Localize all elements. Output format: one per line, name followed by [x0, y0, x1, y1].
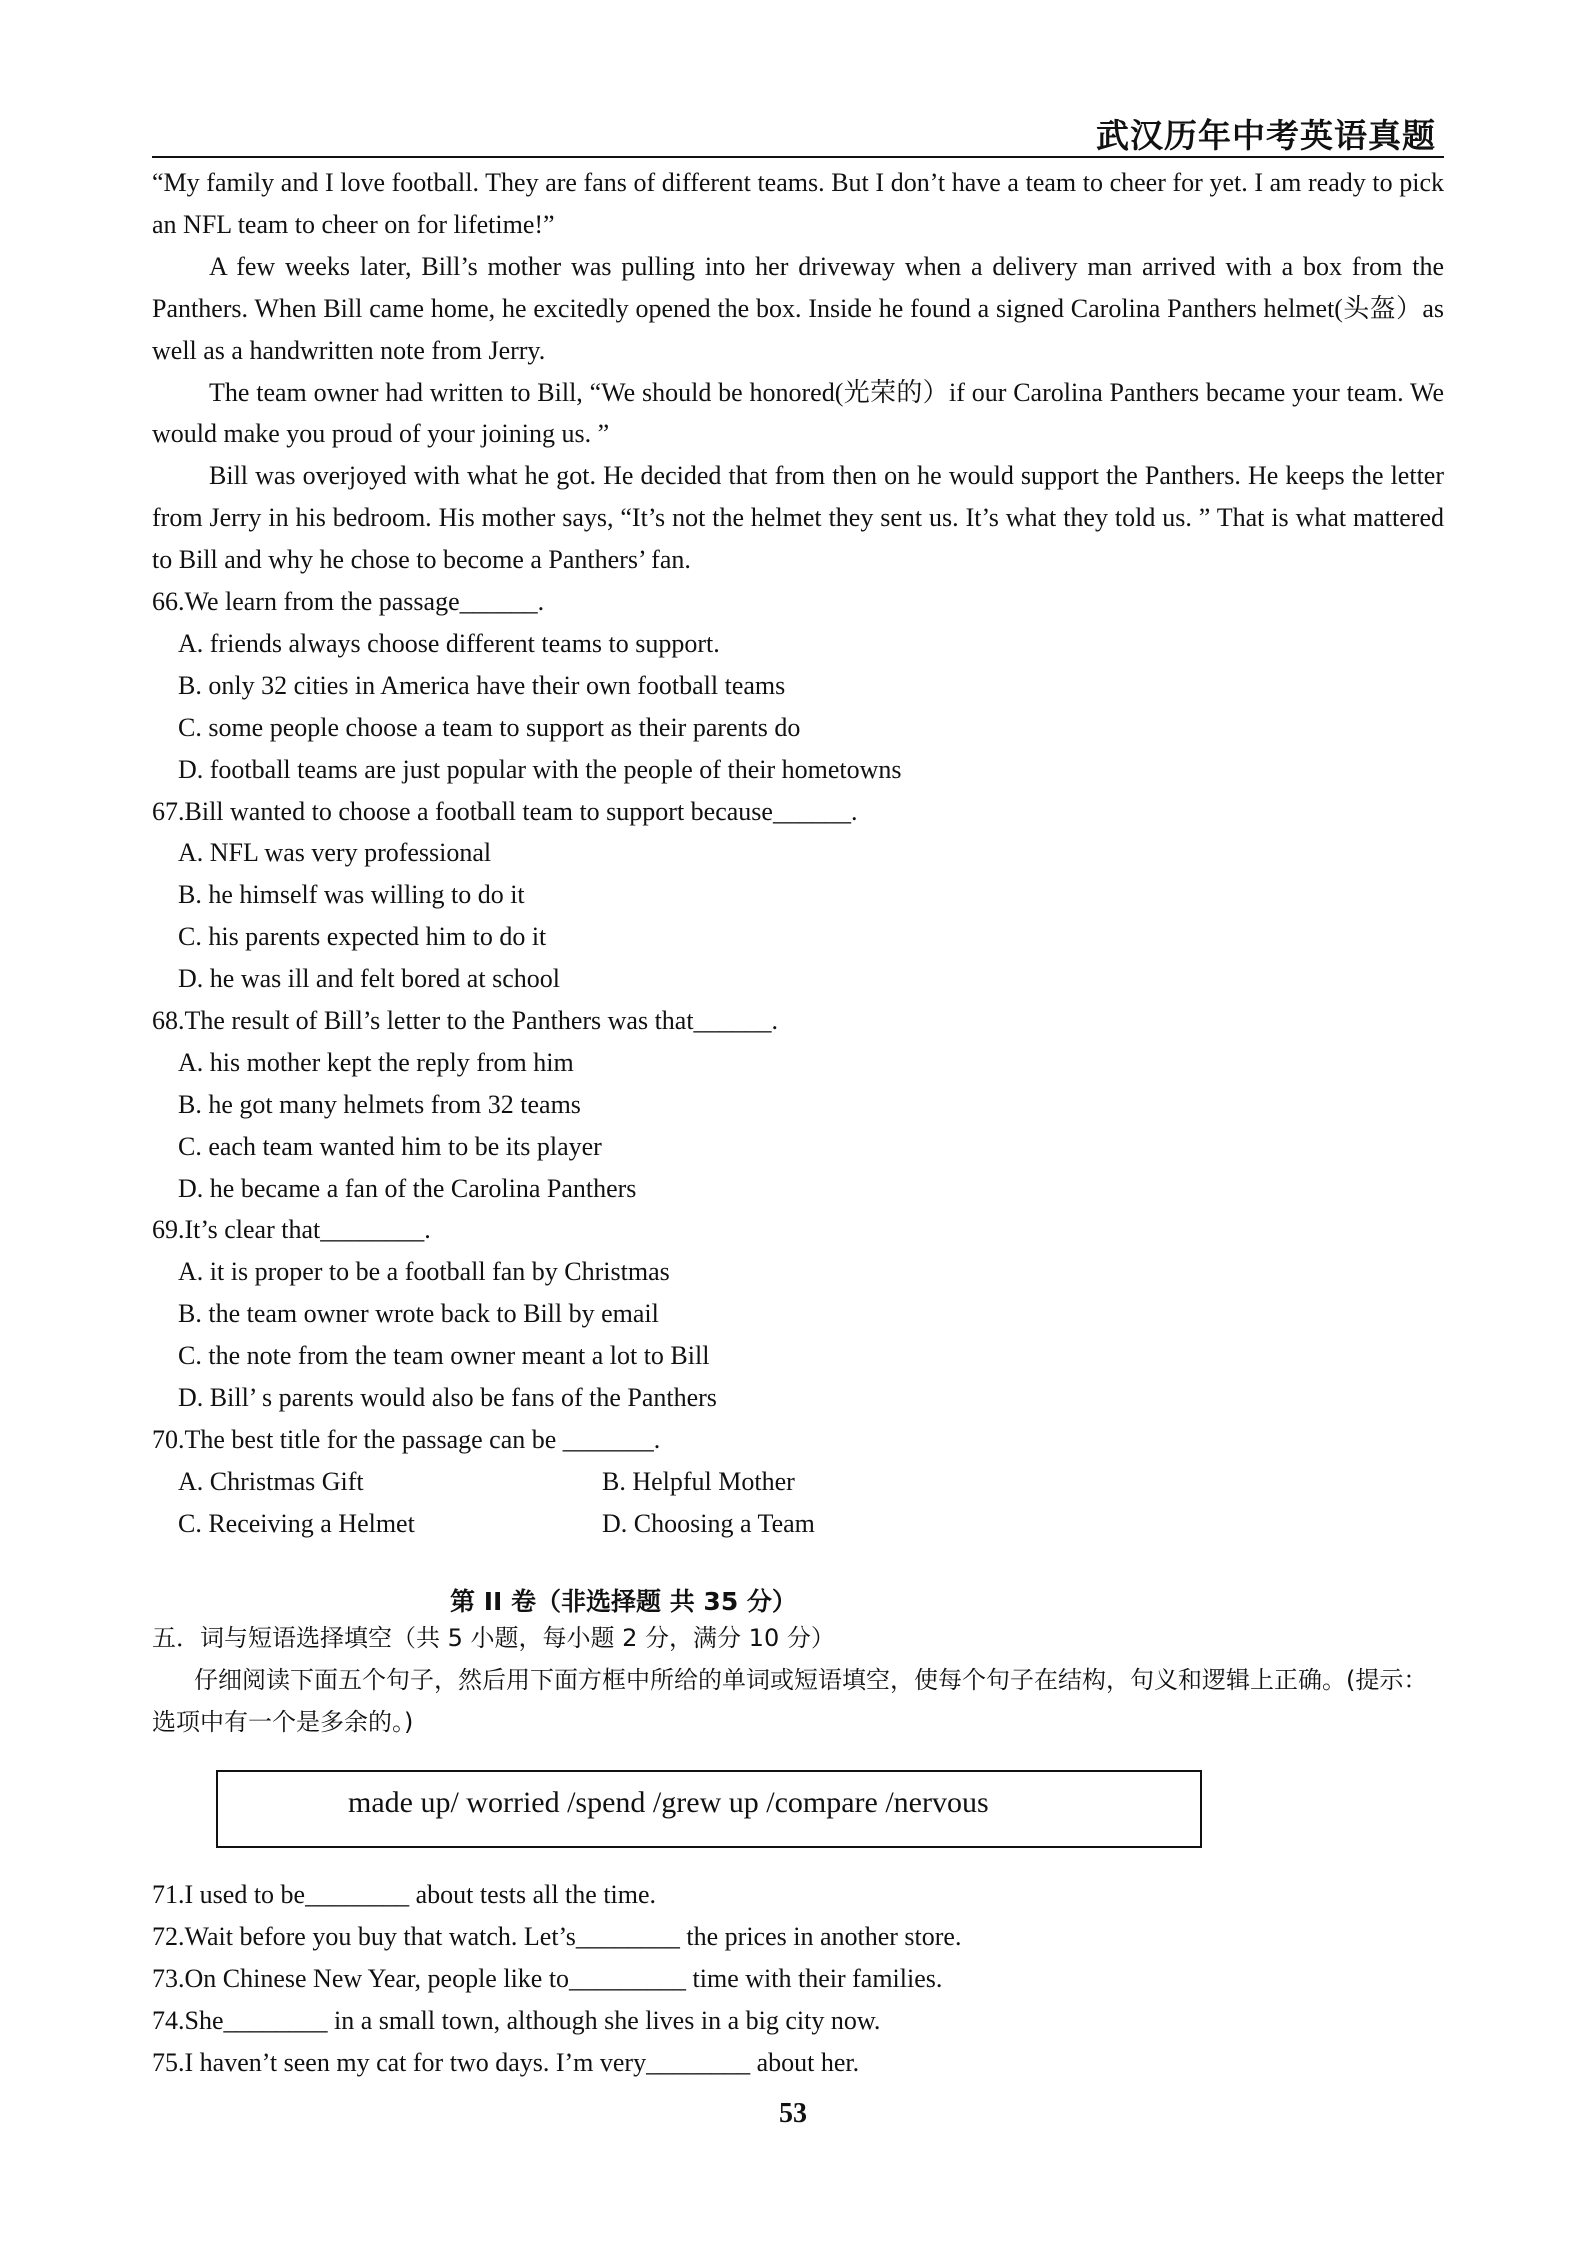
answer-option: D. he was ill and felt bored at school — [178, 964, 560, 994]
part-five-header — [152, 1617, 1444, 1743]
answer-option: A. friends always choose different teams to support. — [178, 628, 720, 658]
answer-option: D. he became a fan of the Carolina Panthers — [178, 1173, 637, 1203]
question-67 — [152, 791, 1444, 1000]
page-number: 53 — [779, 2098, 807, 2129]
reading-section — [152, 162, 1444, 1545]
question-70 — [152, 1419, 1444, 1545]
fill-question: 74.She________ in a small town, although she lives in a big city now. — [152, 2005, 881, 2035]
answer-option: A. NFL was very professional — [178, 838, 492, 868]
section-title: 第 II 卷（非选择题 共 35 分） — [450, 1587, 797, 1616]
answer-option: A. Christmas Gift — [178, 1466, 364, 1496]
word-bank-text: made up/ worried /spend /grew up /compare /nervous — [348, 1786, 989, 1819]
answer-option-row — [152, 1503, 1444, 1545]
answer-option: C. each team wanted him to be its player — [178, 1131, 602, 1161]
part-heading: 五．词与短语选择填空（共 5 小题，每小题 2 分，满分 10 分） — [152, 1624, 835, 1652]
answer-option: D. football teams are just popular with the people of their hometowns — [178, 754, 902, 784]
word-bank-box — [216, 1770, 1202, 1848]
question-stem: 67.Bill wanted to choose a football team to support because______. — [152, 796, 858, 826]
question-stem: 66.We learn from the passage______. — [152, 587, 545, 617]
answer-option: C. some people choose a team to support as their parents do — [178, 712, 801, 742]
passage-paragraph: A few weeks later, Bill’s mother was pulling into her driveway when a delivery man arrived with a box from the Panthers. When Bill came home, he excitedly opened the box. Inside he found a signed Carolina Panthers helmet(头盔）as well as a handwritten note from Jerry. — [152, 251, 1444, 365]
passage-continuation: “My family and I love football. They are fans of different teams. But I don’t have a team to cheer for yet. I am ready to pick an NFL team to cheer on for lifetime!” — [152, 168, 1444, 239]
answer-option: D. Bill’ s parents would also be fans of the Panthers — [178, 1382, 717, 1412]
answer-option: C. Receiving a Helmet — [178, 1508, 415, 1538]
question-stem: 68.The result of Bill’s letter to the Panthers was that______. — [152, 1005, 779, 1035]
passage-paragraph: Bill was overjoyed with what he got. He decided that from then on he would support the Panthers. He keeps the letter from Jerry in his bedroom. His mother says, “It’s not the helmet they sent us. It’s what they told us. ” That is what mattered to Bill and why he chose to become a Panthers’ fan. — [152, 461, 1444, 575]
fill-question: 73.On Chinese New Year, people like to_________ time with their families. — [152, 1963, 943, 1993]
answer-option: B. he himself was willing to do it — [178, 880, 525, 910]
answer-option: A. his mother kept the reply from him — [178, 1047, 574, 1077]
answer-option: D. Choosing a Team — [602, 1508, 815, 1538]
answer-option: B. Helpful Mother — [602, 1466, 795, 1496]
answer-option-row — [152, 1461, 1444, 1503]
question-stem: 69.It’s clear that________. — [152, 1215, 431, 1245]
fill-question: 71.I used to be________ about tests all the time. — [152, 1880, 657, 1909]
answer-option: B. only 32 cities in America have their own football teams — [178, 670, 786, 700]
part-instruction: 仔细阅读下面五个句子，然后用下面方框中所给的单词或短语填空，使每个句子在结构，句义和逻辑上正确。(提示：选项中有一个是多余的。) — [152, 1666, 1428, 1736]
answer-option: C. his parents expected him to do it — [178, 922, 547, 952]
answer-option: B. he got many helmets from 32 teams — [178, 1089, 581, 1119]
question-69 — [152, 1209, 1444, 1418]
passage-paragraph: The team owner had written to Bill, “We should be honored(光荣的）if our Carolina Panthers became your team. We would make you proud of your joining us. ” — [152, 377, 1444, 449]
fill-question: 75.I haven’t seen my cat for two days. I’m very________ about her. — [152, 2047, 860, 2077]
question-stem: 70.The best title for the passage can be _______. — [152, 1424, 661, 1454]
question-66 — [152, 581, 1444, 790]
header-divider — [152, 156, 1444, 158]
fill-question: 72.Wait before you buy that watch. Let’s________ the prices in another store. — [152, 1921, 962, 1951]
answer-option: A. it is proper to be a football fan by Christmas — [178, 1257, 670, 1287]
fill-in-questions — [152, 1874, 1444, 2083]
answer-option: B. the team owner wrote back to Bill by email — [178, 1299, 659, 1329]
header-title: 武汉历年中考英语真题 — [1096, 116, 1436, 155]
answer-option: C. the note from the team owner meant a lot to Bill — [178, 1341, 710, 1371]
question-68 — [152, 1000, 1444, 1209]
